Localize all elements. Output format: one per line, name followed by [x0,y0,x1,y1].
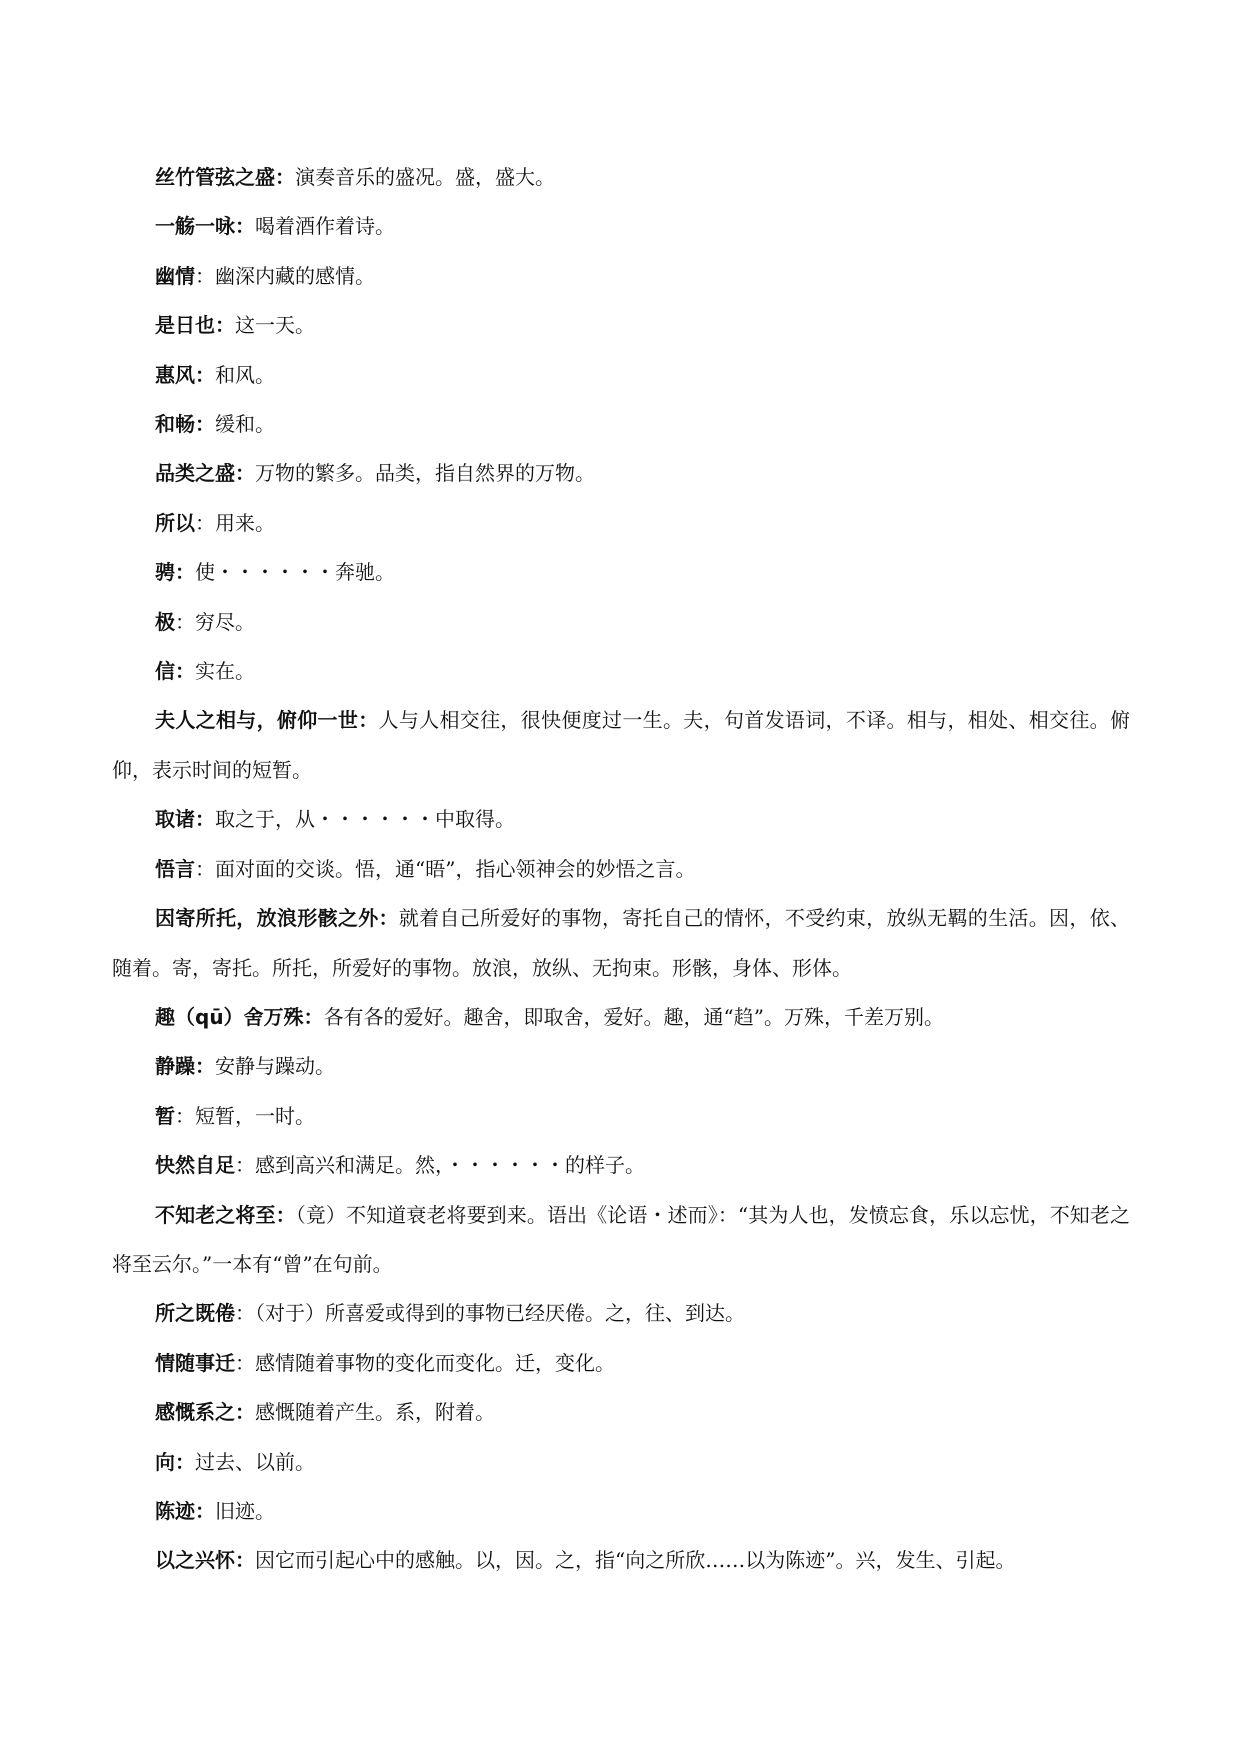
glossary-term: 感慨系之： [155,1400,255,1425]
glossary-entry [112,1289,1130,1338]
glossary-entry [112,351,1130,400]
glossary-entry [112,1487,1130,1536]
glossary-term: 静躁： [155,1054,215,1079]
glossary-entry [112,400,1130,449]
glossary-term: 悟言 [155,856,195,881]
glossary-definition: ：幽深内藏的感情。 [195,263,375,288]
glossary-term: 幽情 [155,263,195,288]
glossary-entry [112,993,1130,1042]
glossary-entry [112,696,1130,795]
glossary-term: 向： [155,1449,195,1474]
glossary-entry [112,1141,1130,1190]
glossary-entry [112,1191,1130,1290]
glossary-term: 信： [155,659,195,684]
glossary-entry [112,1388,1130,1437]
glossary-definition: 演奏音乐的盛况。盛，盛大。 [295,165,555,189]
glossary-definition: 旧迹。 [215,1498,275,1523]
glossary-entry [112,845,1130,894]
glossary-definition: 各有各的爱好。趣舍，即取舍，爱好。趣，通“趋”。万殊，千差万别。 [323,1004,945,1029]
glossary-definition: ：（对于）所喜爱或得到的事物已经厌倦。之，往、到达。 [235,1301,745,1326]
glossary-list [112,153,1130,1586]
glossary-definition: 万物的繁多。品类，指自然界的万物。 [255,461,595,486]
glossary-entry [112,153,1130,202]
glossary-term: 是日也： [155,313,235,338]
glossary-definition: 实在。 [195,659,255,684]
glossary-entry [112,1438,1130,1487]
glossary-term: 陈迹： [155,1498,215,1523]
glossary-definition: 就着自己所爱好的事物，寄托自己的情怀，不受约束，放纵无羁的生活。因，依、随着。寄，寄托。所托，所爱好的事物。放浪，放纵、无拘束。形骸，身体、形体。 [112,906,1131,980]
glossary-definition: （竟）不知道衰老将要到来。语出《论语・述而》：“其为人也，发愤忘食，乐以忘忧，不知老之将至云尔。”一本有“曾”在句前。 [112,1202,1130,1276]
glossary-term: 丝竹管弦之盛： [155,165,295,189]
glossary-entry [112,795,1130,844]
glossary-term: 情随事迁 [155,1350,235,1375]
glossary-entry [112,499,1130,548]
glossary-term: 因寄所托，放浪形骸之外： [155,906,399,931]
glossary-term: 骋： [155,560,195,585]
glossary-definition: ：用来。 [195,510,275,535]
glossary-term: 极 [155,609,175,634]
glossary-entry [112,548,1130,597]
glossary-term: 和畅： [155,412,215,437]
glossary-term: 趣（qū）舍万殊： [155,1004,324,1029]
glossary-term: 所以 [155,510,195,535]
glossary-definition: ：面对面的交谈。悟，通“晤”，指心领神会的妙悟之言。 [195,856,696,881]
glossary-definition: 感慨随着产生。系，附着。 [255,1400,495,1425]
glossary-entry [112,647,1130,696]
glossary-term: 夫人之相与，俯仰一世： [155,708,379,733]
glossary-definition: 安静与躁动。 [215,1054,335,1079]
glossary-definition: 人与人相交往，很快便度过一生。夫，句首发语词，不译。相与，相处、相交往。俯仰，表示时间的短暂。 [112,708,1131,782]
glossary-definition: 过去、以前。 [195,1449,315,1474]
glossary-definition: ：感到高兴和满足。然，・・・・・・的样子。 [235,1153,645,1178]
glossary-definition: 喝着酒作着诗。 [255,214,395,239]
glossary-term: 所之既倦 [155,1301,235,1326]
glossary-term: 一觞一咏： [155,214,255,239]
glossary-term: 惠风： [155,362,215,387]
glossary-definition: 这一天。 [235,313,315,338]
glossary-entry [112,1092,1130,1141]
glossary-entry [112,301,1130,350]
glossary-definition: 使・・・・・・奔驰。 [195,560,395,585]
glossary-entry [112,1339,1130,1388]
glossary-term: 快然自足 [155,1153,235,1178]
glossary-term: 品类之盛： [155,461,255,486]
glossary-entry [112,598,1130,647]
glossary-definition: 和风。 [215,362,275,387]
glossary-definition: 因它而引起心中的感触。以，因。之，指“向之所欣……以为陈迹”。兴，发生、引起。 [255,1548,1016,1573]
glossary-entry [112,449,1130,498]
glossary-definition: 缓和。 [215,412,275,437]
glossary-term: 取诸： [155,807,215,832]
glossary-definition: 取之于，从・・・・・・中取得。 [215,807,515,832]
glossary-term: 以之兴怀： [155,1548,255,1573]
glossary-term: 不知老之将至： [155,1202,296,1227]
glossary-entry [112,252,1130,301]
glossary-entry [112,202,1130,251]
glossary-definition: ：短暂，一时。 [175,1103,315,1128]
glossary-term: 暂 [155,1103,175,1128]
glossary-entry [112,894,1130,993]
glossary-entry [112,1536,1130,1585]
glossary-definition: ：穷尽。 [175,609,255,634]
glossary-definition: ：感情随着事物的变化而变化。迁，变化。 [235,1350,615,1375]
glossary-entry [112,1042,1130,1091]
